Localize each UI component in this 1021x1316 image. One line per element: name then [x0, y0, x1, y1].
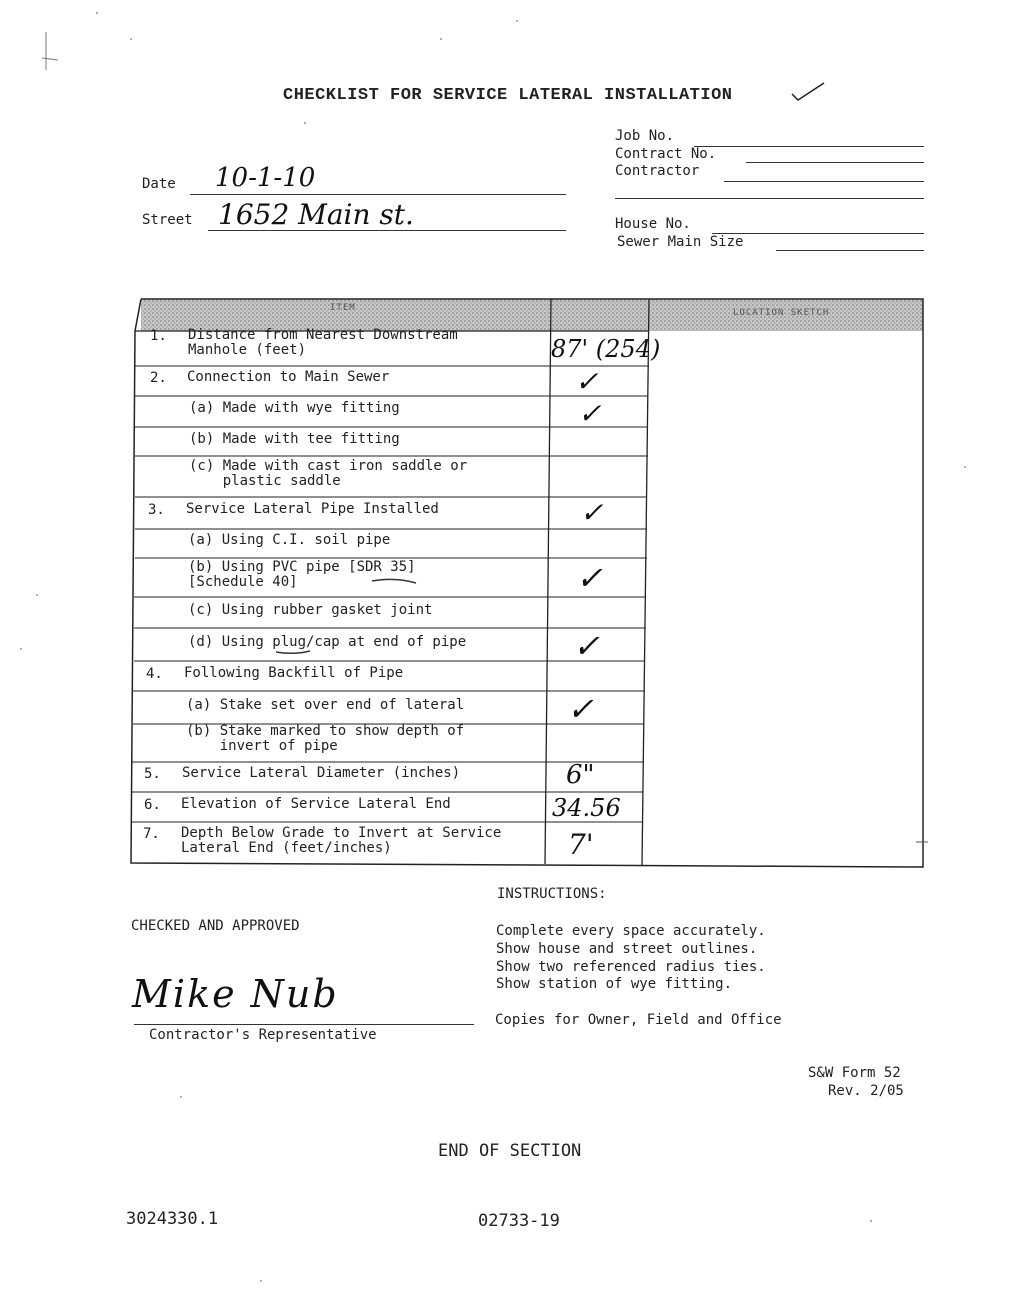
signature-line[interactable]: [134, 1024, 474, 1025]
row-item-text: (b) Made with tee fitting: [189, 431, 400, 447]
title-check-mark: [788, 80, 828, 104]
street-label: Street: [142, 212, 193, 228]
house-no-label: House No.: [615, 216, 691, 232]
row-item-text: (d) Using plug/cap at end of pipe: [188, 634, 467, 650]
row-item-text: Connection to Main Sewer: [187, 369, 390, 385]
contract-no-field[interactable]: [746, 162, 924, 163]
location-sketch-area[interactable]: [652, 334, 920, 862]
row-value-depth: 7': [568, 828, 594, 861]
row-item-text: Service Lateral Pipe Installed: [186, 501, 439, 517]
instruction-line: Complete every space accurately.: [496, 923, 766, 939]
job-no-field[interactable]: [694, 146, 924, 147]
date-value: 10-1-10: [215, 163, 316, 193]
section-number: 02733-19: [478, 1211, 560, 1231]
scan-artifact: [36, 30, 66, 90]
contractor-rep-label: Contractor's Representative: [149, 1027, 377, 1043]
row-check-wye: ✓: [578, 397, 602, 430]
job-no-label: Job No.: [615, 128, 675, 144]
form-revision: Rev. 2/05: [828, 1083, 904, 1099]
row-number: 1.: [150, 328, 167, 344]
instruction-line: Show station of wye fitting.: [496, 976, 733, 992]
row-item-text: (c) Using rubber gasket joint: [188, 602, 433, 618]
page-title: CHECKLIST FOR SERVICE LATERAL INSTALLATION: [283, 86, 733, 105]
row-check-pvc: ✓: [576, 559, 603, 597]
date-label: Date: [142, 176, 176, 192]
row-check-connection: ✓: [575, 365, 599, 398]
instructions-heading: INSTRUCTIONS:: [497, 886, 607, 902]
contractor-field-2[interactable]: [615, 198, 924, 199]
row-item-text: (a) Made with wye fitting: [189, 400, 400, 416]
row-item-text: (a) Stake set over end of lateral: [186, 697, 465, 713]
underline-mark: [274, 647, 314, 657]
row-check-pipe-installed: ✓: [580, 496, 604, 529]
contractor-label: Contractor: [615, 163, 700, 179]
location-sketch-header: LOCATION SKETCH: [733, 308, 830, 318]
row-number: 5.: [144, 766, 161, 782]
contractor-field[interactable]: [724, 181, 924, 182]
row-item-text: Distance from Nearest Downstream Manhole (feet): [188, 327, 458, 358]
row-item-text: Service Lateral Diameter (inches): [182, 765, 461, 781]
row-number: 4.: [146, 666, 163, 682]
instruction-line: Show house and street outlines.: [496, 941, 758, 957]
contract-no-label: Contract No.: [615, 146, 717, 162]
form-number: S&W Form 52: [808, 1065, 901, 1081]
row-number: 2.: [150, 370, 167, 386]
row-check-stake-set: ✓: [567, 690, 594, 728]
document-id: 3024330.1: [126, 1209, 219, 1229]
checked-approved-label: CHECKED AND APPROVED: [131, 918, 300, 934]
item-column-header: ITEM: [330, 303, 356, 313]
row-check-plug-cap: ✓: [573, 627, 600, 665]
row-item-text: (c) Made with cast iron saddle or plastic saddle: [189, 458, 468, 489]
house-no-field[interactable]: [712, 233, 924, 234]
row-item-text: Following Backfill of Pipe: [184, 665, 404, 681]
row-number: 7.: [143, 826, 160, 842]
row-value-distance: 87' (254): [551, 335, 661, 363]
row-number: 6.: [144, 797, 161, 813]
row-item-text: Depth Below Grade to Invert at Service Lateral End (feet/inches): [181, 825, 502, 856]
instruction-line: Show two referenced radius ties.: [496, 959, 766, 975]
sewer-main-size-label: Sewer Main Size: [617, 234, 744, 250]
row-item-text: (a) Using C.I. soil pipe: [188, 532, 391, 548]
row-item-text: (b) Using PVC pipe [SDR 35] [Schedule 40]: [188, 559, 416, 590]
end-of-section: END OF SECTION: [438, 1141, 582, 1161]
row-value-elevation: 34.56: [552, 794, 621, 822]
signature: Mike Nub: [132, 972, 339, 1016]
row-value-diameter: 6": [566, 760, 595, 790]
row-item-text: Elevation of Service Lateral End: [181, 796, 451, 812]
row-number: 3.: [148, 502, 165, 518]
sewer-main-size-field[interactable]: [776, 250, 924, 251]
date-field[interactable]: [190, 194, 566, 195]
underline-mark: [370, 575, 420, 587]
copies-text: Copies for Owner, Field and Office: [495, 1012, 782, 1028]
street-value: 1652 Main st.: [218, 198, 414, 231]
row-item-text: (b) Stake marked to show depth of invert of pipe: [186, 723, 465, 754]
street-field[interactable]: [208, 230, 566, 231]
